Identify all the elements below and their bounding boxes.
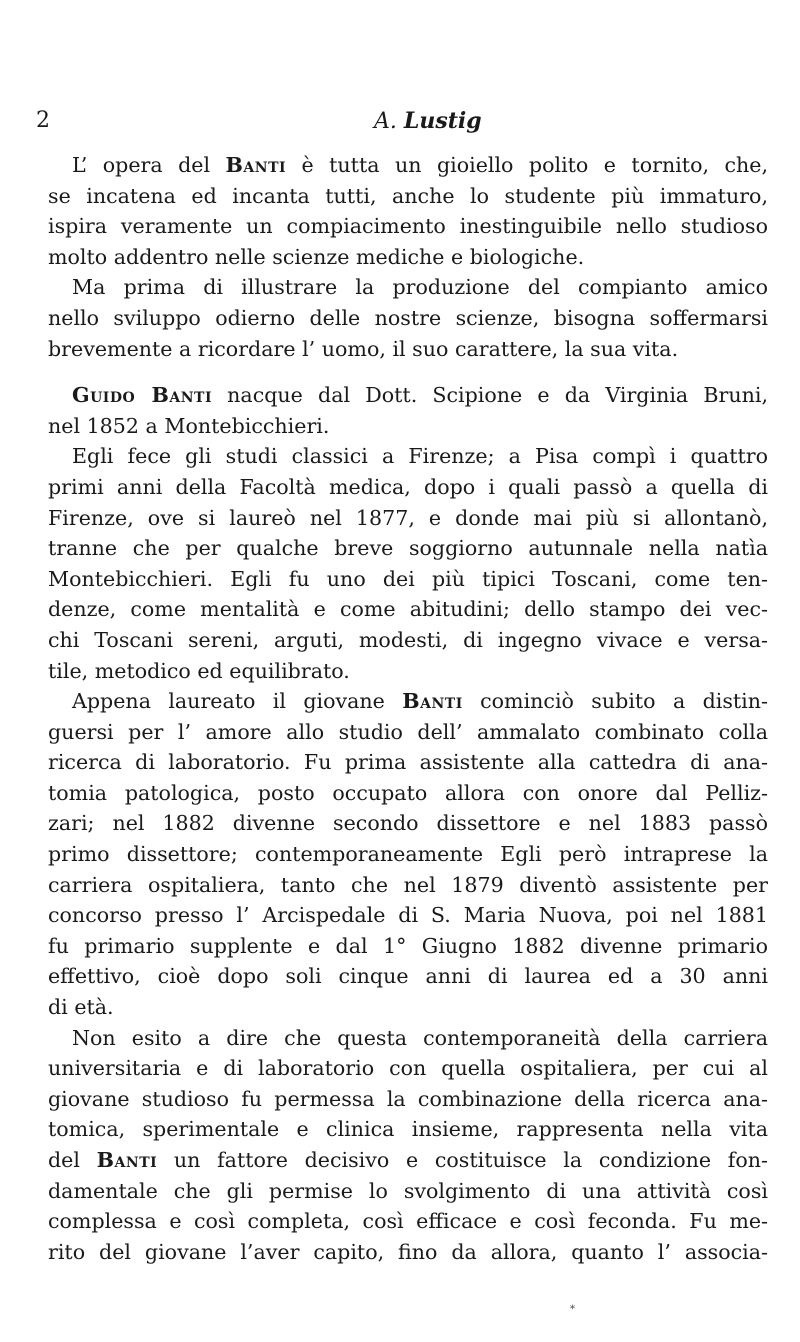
text-line — [48, 1084, 768, 1115]
text-run: Appena laureato il giovane — [72, 689, 403, 714]
text-run: nello sviluppo odierno delle nostre scienze, bisogna soffermarsi — [48, 305, 768, 330]
text-line — [48, 1023, 768, 1054]
text-run: nel 1852 a Montebicchieri. — [48, 413, 330, 438]
text-run: di età. — [48, 995, 114, 1020]
text-run: ricerca di laboratorio. Fu prima assistente alla cattedra di ana- — [48, 750, 768, 775]
text-line — [48, 747, 768, 778]
small-caps-name: Banti — [96, 1148, 158, 1172]
section-break — [48, 364, 768, 380]
text-run: Egli fece gli studi classici a Firenze; a Pisa compì i quattro — [72, 444, 768, 469]
author-initial: A. — [374, 109, 397, 134]
text-run: Montebicchieri. Egli fu uno dei più tipici Toscani, come ten- — [48, 566, 768, 591]
text-run: cominciò subito a distin- — [462, 689, 768, 714]
text-run: ispira veramente un compiacimento inestinguibile nello studioso — [48, 214, 768, 239]
text-run: tranne che per qualche breve soggiorno autunnale nella natìa — [48, 536, 768, 561]
text-line — [48, 1145, 768, 1176]
text-run: damentale che gli permise lo svolgimento di una attività così — [48, 1178, 768, 1203]
text-run: Firenze, ove si laureò nel 1877, e donde mai più si allontanò, — [48, 505, 768, 530]
text-line — [48, 870, 768, 901]
text-run: Non esito a dire che questa contemporaneità della carriera — [72, 1025, 768, 1050]
text-run: se incatena ed incanta tutti, anche lo studente più immaturo, — [48, 183, 768, 208]
small-caps-name: Banti — [402, 689, 463, 714]
text-line — [48, 533, 768, 564]
text-run: L’ opera del — [72, 153, 226, 177]
text-run: fu primario supplente e dal 1° Giugno 1882 divenne primario — [48, 933, 768, 958]
text-line — [48, 778, 768, 809]
small-caps-name: Banti — [225, 153, 287, 177]
text-run: complessa e così completa, così efficace e così feconda. Fu me- — [48, 1209, 768, 1234]
text-line — [48, 472, 768, 503]
text-run: Ma prima di illustrare la produzione del compianto amico — [72, 275, 768, 300]
text-line — [48, 1176, 768, 1207]
text-run: brevemente a ricordare l’ uomo, il suo carattere, la sua vita. — [48, 336, 679, 361]
text-line — [48, 961, 768, 992]
text-line — [48, 303, 768, 334]
text-run: rito del giovane l’aver capito, fino da allora, quanto l’ associa- — [48, 1239, 768, 1264]
text-line — [48, 992, 768, 1023]
text-line — [48, 150, 768, 181]
text-line — [48, 242, 768, 273]
text-run: effettivo, cioè dopo soli cinque anni di laurea ed a 30 anni — [48, 964, 768, 989]
text-run: un fattore decisivo e costituisce la condizione fon- — [157, 1148, 768, 1172]
text-line — [48, 380, 768, 411]
text-run: denze, come mentalità e come abitudini; dello stampo dei vec- — [48, 597, 768, 622]
text-line — [48, 931, 768, 962]
text-run: giovane studioso fu permessa la combinazione della ricerca ana- — [48, 1086, 768, 1111]
text-run: primo dissettore; contemporaneamente Egli però intraprese la — [48, 842, 768, 867]
text-run: tomia patologica, posto occupato allora con onore dal Pelliz- — [48, 780, 768, 805]
text-line — [48, 503, 768, 534]
text-line — [48, 686, 768, 717]
text-line — [48, 808, 768, 839]
text-line — [48, 839, 768, 870]
text-run: chi Toscani sereni, arguti, modesti, di ingegno vivace e versa- — [48, 627, 768, 652]
text-run: carriera ospitaliera, tanto che nel 1879 diventò assistente per — [48, 872, 768, 897]
text-line — [48, 656, 768, 687]
text-line — [48, 411, 768, 442]
text-line — [48, 625, 768, 656]
text-line — [48, 334, 768, 365]
text-line — [48, 211, 768, 242]
text-line — [48, 1053, 768, 1084]
text-line — [48, 181, 768, 212]
text-run: nacque dal Dott. Scipione e da Virginia Bruni, — [212, 383, 768, 408]
text-line — [48, 441, 768, 472]
text-run: universitaria e di laboratorio con quella ospitaliera, per cui al — [48, 1056, 768, 1081]
text-line — [48, 1114, 768, 1145]
running-head — [36, 108, 766, 138]
text-run: molto addentro nelle scienze mediche e biologiche. — [48, 244, 585, 269]
text-run: guersi per l’ amore allo studio dell’ ammalato combinato colla — [48, 719, 768, 744]
author-surname: Lustig — [403, 108, 482, 134]
small-caps-name: Guido Banti — [72, 383, 212, 408]
text-line — [48, 717, 768, 748]
page-number: 2 — [36, 108, 50, 133]
running-head-author — [374, 108, 482, 134]
text-run: del — [48, 1148, 97, 1172]
text-line — [48, 1206, 768, 1237]
text-line — [48, 900, 768, 931]
text-run: tomica, sperimentale e clinica insieme, rappresenta nella vita — [48, 1117, 768, 1142]
stray-mark: * — [570, 1304, 575, 1315]
text-line — [48, 272, 768, 303]
text-line — [48, 1237, 768, 1268]
text-run: è tutta un gioiello polito e tornito, che, — [286, 153, 768, 177]
text-run: zari; nel 1882 divenne secondo dissettore e nel 1883 passò — [48, 811, 768, 836]
text-line — [48, 594, 768, 625]
text-run: concorso presso l’ Arcispedale di S. Maria Nuova, poi nel 1881 — [48, 903, 768, 928]
text-run: tile, metodico ed equilibrato. — [48, 658, 350, 683]
text-run: primi anni della Facoltà medica, dopo i quali passò a quella di — [48, 474, 768, 499]
body-text — [48, 150, 768, 1267]
text-line — [48, 564, 768, 595]
